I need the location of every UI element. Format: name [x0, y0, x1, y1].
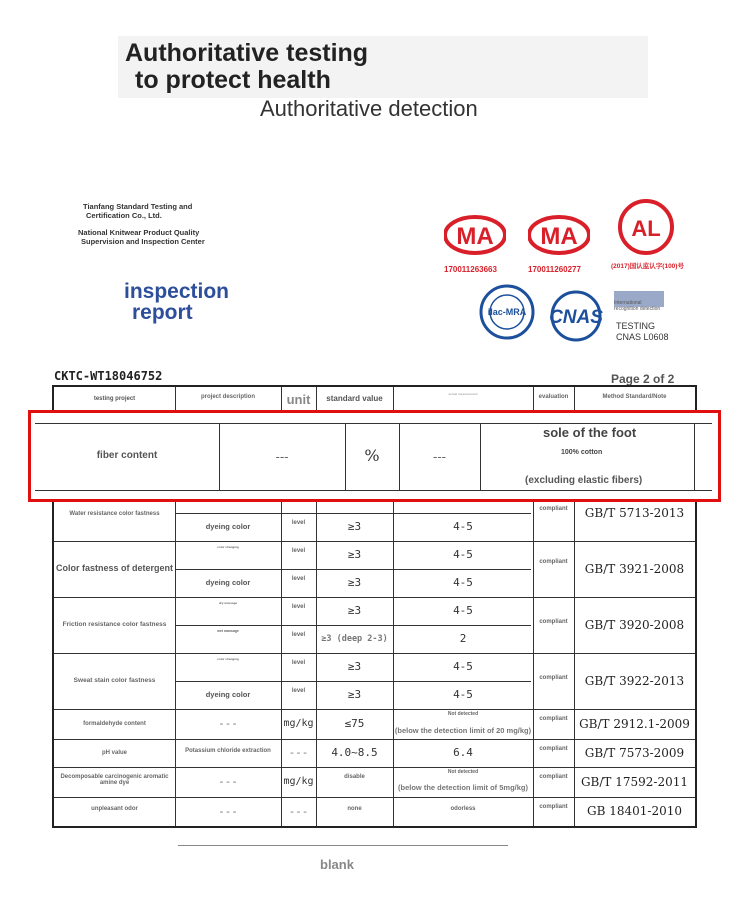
row-project: Friction resistance color fastness: [62, 620, 167, 628]
row-desc-2: dyeing color: [205, 690, 251, 700]
row-evaluation: compliant: [539, 618, 568, 625]
row-standard: ≥3: [347, 604, 362, 618]
row-desc: ---: [218, 804, 238, 818]
row-standard: 4.0~8.5: [331, 746, 378, 760]
row-standard: ≥3: [347, 548, 362, 562]
row-standard-2: ≥3: [347, 688, 362, 702]
row-value-2: 2: [459, 632, 467, 646]
cma-logo-1: MA 170011263663: [444, 214, 506, 274]
row-evaluation: compliant: [539, 773, 568, 780]
testing-label: TESTING CNAS L0608: [616, 321, 669, 342]
row-desc: ---: [218, 775, 238, 789]
ilac-mra-logo: [476, 284, 538, 345]
row-desc-2: dyeing color: [205, 578, 251, 588]
row-evaluation: compliant: [539, 745, 568, 752]
fiber-content-desc: ---: [275, 448, 289, 464]
page-indicator: Page 2 of 2: [611, 372, 675, 386]
row-standard-2: ≥3 (deep 2-3): [321, 633, 388, 644]
row-unit-2: level: [291, 575, 306, 582]
fiber-result-title: sole of the foot: [543, 425, 637, 440]
row-standard: none: [347, 805, 362, 812]
row-unit: level: [291, 547, 306, 554]
row-standard: disable: [344, 773, 365, 780]
report-title-line2: report: [132, 301, 193, 324]
fiber-content-label: fiber content: [96, 450, 158, 462]
row-method: GB/T 5713-2013: [584, 505, 685, 520]
svg-text:CNAS: CNAS: [549, 307, 603, 328]
row-value-top: Not detected: [447, 769, 479, 776]
col-header-measured: actual measurement: [448, 392, 478, 397]
row-unit: level: [291, 519, 306, 526]
row-standard: ≥3: [347, 660, 362, 674]
col-header-project: testing project: [93, 396, 136, 403]
row-project: formaldehyde content: [83, 720, 146, 727]
col-header-unit: unit: [286, 391, 311, 407]
fiber-result-note: (excluding elastic fibers): [525, 475, 643, 486]
row-method: GB/T 7573-2009: [584, 745, 685, 760]
row-evaluation: compliant: [539, 558, 568, 565]
row-value: 6.4: [453, 746, 473, 760]
svg-text:AL: AL: [631, 216, 661, 241]
org-name-2: National Knitwear Product Quality Supervision and Inspection Center: [78, 228, 205, 246]
row-method: GB/T 2912.1-2009: [579, 716, 690, 731]
header-line1: Authoritative testing: [125, 39, 369, 67]
fiber-content-unit: %: [364, 446, 380, 466]
row-method: GB/T 3922-2013: [584, 673, 685, 688]
row-value-2: 4-5: [453, 688, 473, 702]
fiber-content-standard: ---: [433, 448, 446, 464]
row-desc: ---: [218, 717, 238, 731]
row-value: 4-5: [453, 660, 473, 674]
col-header-evaluation: evaluation: [538, 393, 569, 400]
row-unit: mg/kg: [283, 775, 314, 787]
divider: [178, 845, 508, 846]
blank-label: blank: [320, 857, 354, 872]
row-project: pH value: [101, 749, 127, 756]
row-value: 4-5: [453, 520, 473, 534]
row-value-top: Not detected: [447, 711, 479, 718]
row-value: (below the detection limit of 5mg/kg): [397, 783, 528, 793]
row-desc: color changing: [217, 545, 239, 550]
row-unit-2: level: [291, 687, 306, 694]
cnas-small-text: International recognition detection: [614, 300, 661, 312]
row-value: 4-5: [453, 604, 473, 618]
row-unit: level: [291, 603, 306, 610]
row-desc: Potassium chloride extraction: [185, 747, 271, 754]
row-standard-2: ≥3: [347, 576, 362, 590]
row-method: GB 18401-2010: [587, 804, 682, 819]
highlight-fiber-content: [28, 410, 721, 502]
row-project: Sweat stain color fastness: [73, 676, 156, 684]
org-name-1: Tianfang Standard Testing and Certification Co., Ltd.: [83, 202, 193, 220]
row-method: GB/T 17592-2011: [580, 774, 689, 789]
row-value: odorless: [450, 805, 476, 812]
col-header-standard: standard value: [326, 394, 383, 404]
report-number: CKTC-WT18046752: [54, 369, 163, 383]
row-evaluation: compliant: [539, 674, 568, 681]
cma-logo-2: MA 170011260277: [528, 214, 590, 274]
row-project: Water resistance color fastness: [69, 510, 160, 517]
cnas-logo: [540, 290, 612, 347]
col-header-description: project description: [200, 393, 255, 400]
row-evaluation: compliant: [539, 505, 568, 512]
row-unit-2: level: [291, 631, 306, 638]
col-header-method: Method Standard/Note: [602, 393, 667, 400]
row-desc: dry massage: [218, 601, 238, 606]
row-value-2: 4-5: [453, 576, 473, 590]
row-method: GB/T 3921-2008: [584, 561, 685, 576]
svg-text:MA: MA: [540, 223, 578, 250]
row-desc-2: wet massage: [217, 629, 239, 634]
fiber-result-value: 100% cotton: [561, 449, 603, 456]
row-evaluation: compliant: [539, 715, 568, 722]
svg-text:MA: MA: [456, 223, 494, 250]
row-desc: color changing: [217, 657, 239, 662]
row-evaluation: compliant: [539, 803, 568, 810]
row-desc: dyeing color: [205, 522, 251, 532]
row-unit: level: [291, 659, 306, 666]
row-standard: ≤75: [344, 717, 365, 731]
row-method: GB/T 3920-2008: [584, 617, 685, 632]
svg-text:ilac-MRA: ilac-MRA: [487, 307, 527, 317]
row-project: unpleasant odor: [91, 805, 138, 812]
row-standard: ≥3: [347, 520, 362, 534]
report-title-line1: inspection: [124, 280, 230, 303]
header-line2: to protect health: [135, 66, 331, 94]
row-unit: ---: [288, 804, 309, 818]
row-value: (below the detection limit of 20 mg/kg): [394, 726, 532, 736]
row-value: 4-5: [453, 548, 473, 562]
header-subtitle: Authoritative detection: [260, 96, 478, 121]
row-project: Decomposable carcinogenic aromatic amine dye: [60, 773, 169, 786]
row-unit: mg/kg: [283, 717, 314, 729]
row-unit: ---: [288, 746, 309, 760]
cal-logo: AL (2017)国认监认字(100)号: [615, 198, 684, 270]
row-project: Color fastness of detergent: [55, 563, 174, 574]
